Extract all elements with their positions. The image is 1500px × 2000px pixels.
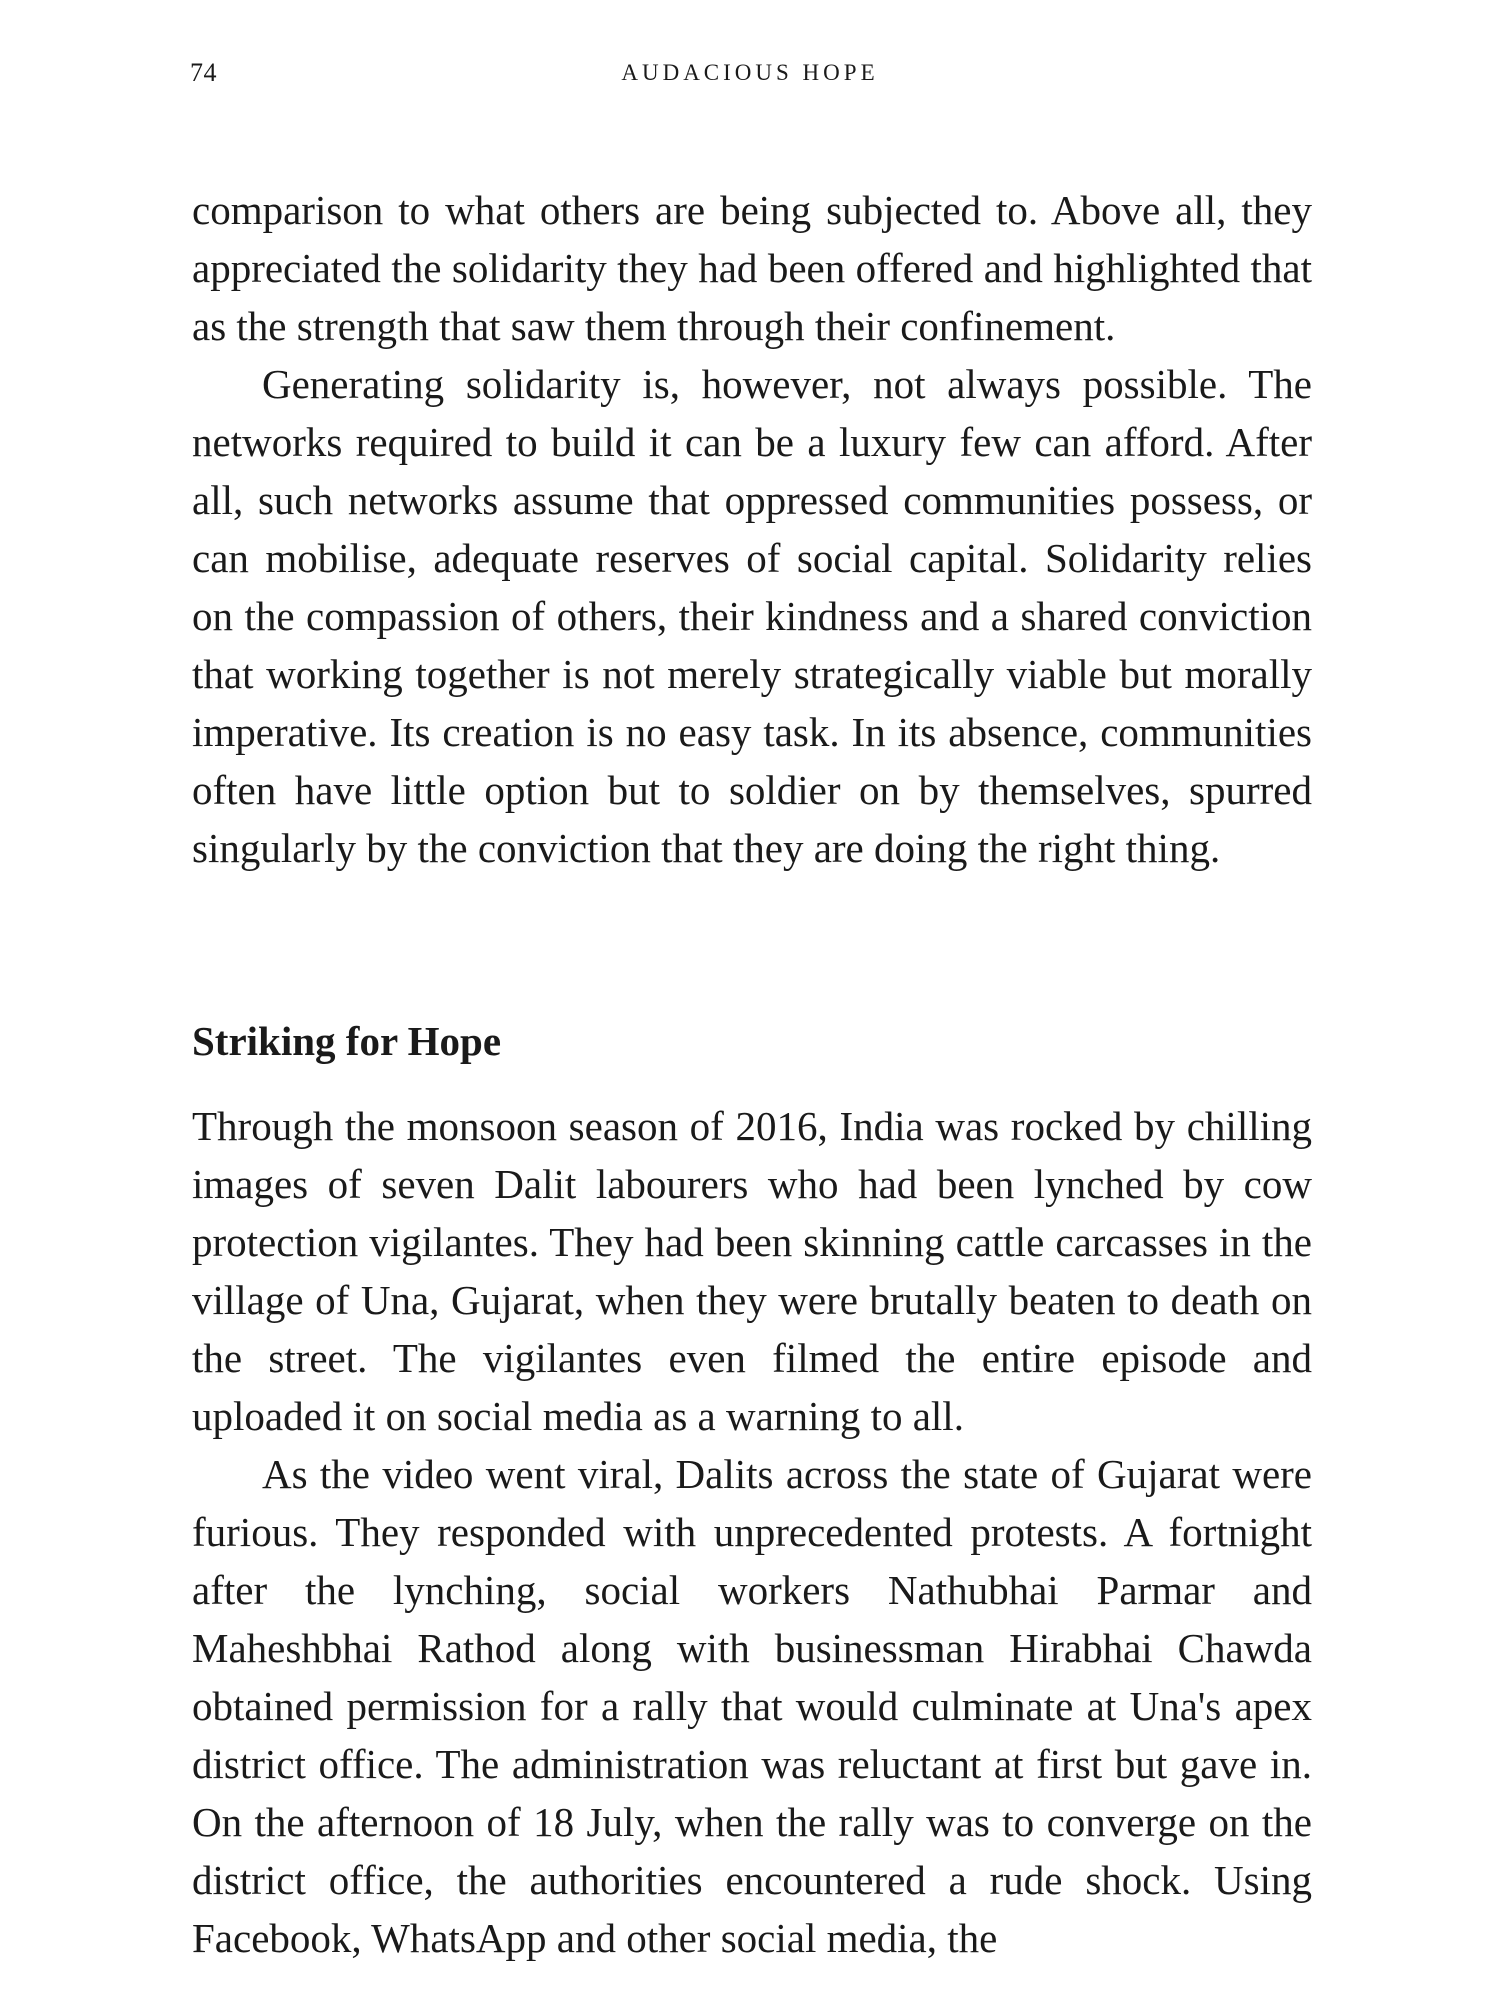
paragraph-una-lynching: Through the monsoon season of 2016, India was rocked by chilling images of seven Dalit labourers who had been lynched by cow protection vigilantes. They had been skinning cattle carcasses in the village of Una, Gujarat, when they were brutally beaten to death on the street. The vigilantes even filmed the entire episode and uploaded it on social media as a warning to all.: [192, 1103, 1312, 1439]
paragraph-continuation: comparison to what others are being subjected to. Above all, they appreciated the solidarity they had been offered and highlighted that as the strength that saw them through their confinement.: [192, 187, 1312, 349]
section-heading: Striking for Hope: [192, 1018, 502, 1064]
paragraph-protests: As the video went viral, Dalits across the state of Gujarat were furious. They responded with unprecedented protests. A fortnight after the lynching, social workers Nathubhai Parmar and Maheshbhai Rathod along with businessman Hirabhai Chawda obtained permission for a rally that would culminate at Una's apex district office. The administration was reluctant at first but gave in. On the afternoon of 18 July, when the rally was to converge on the district office, the authorities encountered a rude shock. Using Facebook, WhatsApp and other social media, the: [192, 1451, 1312, 1961]
running-head: [190, 58, 1310, 98]
page-number: 74: [190, 58, 217, 87]
paragraph-solidarity: Generating solidarity is, however, not always possible. The networks required to build it can be a luxury few can afford. After all, such networks assume that oppressed communities possess, or can mobilise, adequate reserves of social capital. Solidarity relies on the compassion of others, their kindness and a shared conviction that working together is not merely strategically viable but morally imperative. Its creation is no easy task. In its absence, communities often have little option but to soldier on by themselves, spurred singularly by the conviction that they are doing the right thing.: [192, 361, 1312, 871]
text-block-upper: [192, 181, 1312, 877]
text-block-lower: [192, 1097, 1312, 1967]
book-title: AUDACIOUS HOPE: [621, 60, 879, 85]
